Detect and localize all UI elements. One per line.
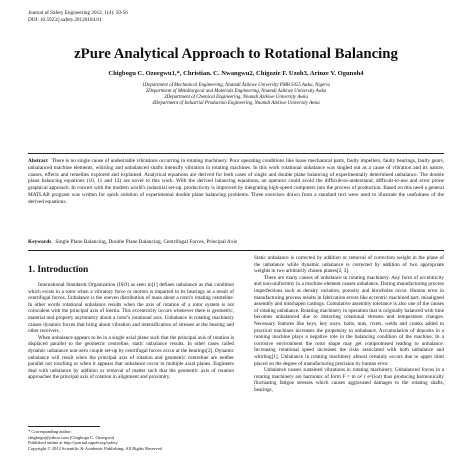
paragraph: There are many causes of unbalance in rotating machinery. Any form of eccentricity and non-uniformity in a machine element causes unbalance. During manufacturing process imperfections such as density variation, porosity and blowholes occur. Human error in manufacturing process results in fabrication errors like eccentric machined part, misaligned assembly and misshapen castings. Cumulative assembly tolerance is also one of the causes of rotating unbalance. Rotating machinery in operation that is originally balanced with time becomes unbalanced due to distorting rotational stresses and temperature changes. Necessary features like keys, key ways, bolts, nuts, rivets, welds and cranks added to practical machines increases the propensity to unbalance. Accumulation of deposits in a running machine plays a negative role in the balancing condition of the machine. In a corrosive environment the rotor shape may get compromised leading to unbalance. Increasing rotational speed increases the risks associated with both unbalance and whirling[1]. Unbalance in rotating machinery almost certainly occurs due to upper limit placed on the degree of manufacturing precision by human error. [254, 274, 445, 367]
paragraph: When unbalance appears to be in a single axial plane such that the principal axis of rotation is displaced parallel to the geometric centreline, static unbalance results. In other cases called dynamic unbalance non-zero couple set-up by centrifugal forces occur at the bearings[2]. Dynamic unbalance will result when the principal axis of rotation and geometric centreline are neither parallel nor touching or when it appears that unbalance occur in multiple axial planes. Engineers deal with unbalance by addition or removal of matter such that the geometric axis of rotation approaches the principal axis of rotation in alignment and proximity. [28, 334, 234, 381]
journal-citation: Journal of Safety Engineering 2012, 1(4): 50-56 [28, 10, 128, 16]
section-heading-introduction: 1. Introduction [28, 265, 89, 275]
right-column [254, 255, 444, 393]
affiliation-4: 4Department of Industrial Production Engineering, Nnamdi Azikiwe University Awka [152, 100, 320, 106]
footnote-published: Published online at http://journal.sapub.org/safety [28, 440, 118, 446]
affiliations [0, 83, 472, 107]
footnote-rule [28, 426, 100, 427]
footnote-copyright: Copyright © 2012 Scientific & Academic Publishing. All Rights Reserved [28, 445, 162, 451]
abstract-bottom-rule [28, 250, 444, 251]
abstract [28, 158, 444, 206]
journal-doi: DOI: 10.5923/j.safety.20120104.01 [28, 16, 102, 23]
abstract-heading: Abstract [28, 158, 48, 164]
left-column [28, 282, 234, 381]
keywords-text: Single Plane Balancing, Double Plane Balancing, Centrifugal Forces, Principal Axis [55, 239, 238, 245]
abstract-text: There is no single cause of undesirable vibrations occurring in rotating machinery. Poor operating conditions like loose mechanical parts, faulty impellers, faulty bearings, faulty gears, unbalanced machine elements, whirling and unbalanced shafts intensify vibration in rotating machines. In this work rotational unbalance was singled out as a cause of vibration and its nature, causes, effects and remedies explored and explained. Analytical equations are derived for both cases of single and double plane balancing of experimentally determined unbalance. The double plane balancing equations (10, 11 and 12) are novel to this work. With the derived balancing equations, an operator could avoid the difficult-to-understand, difficult-to-use and error prone graphical approach. In concert with the modern world's industrial set-up, productivity is improved by integrating high-speed computers into the process of production. Based on this need a general MATLAB program was written for quick solution of experimental double plane balancing problems. Three exercises drawn from a standard text were used to illustrate the usefulness of the derived equations. [28, 158, 444, 205]
keywords [28, 239, 444, 245]
affiliation-2: 2Department of Metallurgical and Materials Engineering, Nnamdi Azikiwe University Awka [145, 88, 327, 94]
author-list: Chigbogu C. Ozoegwu1,*, Christian. C. Nwangwu2, Chigozie F. Uzoh3, Arinze V. Ogunoh4 [108, 70, 364, 77]
keywords-heading: Keywords [28, 239, 52, 245]
footnotes [28, 429, 238, 451]
paragraph: International Standards Organization (ISO) as seen in[1] defines unbalance as that condition which exists in a rotor when a vibratory force or motion is imparted to its bearings as a result of centrifugal forces. Unbalance is the uneven distribution of mass about a rotor's rotating centreline. In other words rotational unbalance results when the axis of rotation of a rotor system is not coincident with the principal axis of inertia. This eccentricity occurs whenever there is geometric, material and property asymmetry about a rotor's rotational axis. Unbalance in rotating machinery causes dynamic forces that bring about vibration and intensification of stresses at the bearing and other receivers. [28, 282, 234, 335]
paper-title: zPure Analytical Approach to Rotational Balancing [74, 46, 398, 62]
paragraph: Static unbalance is corrected by addition or removal of correction weight in the plane of the unbalance while dynamic unbalance is corrected by addition of two appropriate weights in two arbitrarily chosen planes[2, 3]. [254, 255, 444, 275]
abstract-top-rule [28, 153, 444, 154]
affiliation-3: 3Department of Chemical Engineering, Nnamdi Azikiwe University Awka [164, 94, 308, 100]
footnote-email: chigbogu@yahoo.com (Chigbogu C. Ozoegwu) [28, 434, 115, 440]
footnote-corresponding: * Corresponding author: [28, 429, 72, 434]
journal-header [28, 10, 268, 23]
paragraph: Unbalance causes sustained vibrations in rotating machinery. Unbalanced forces in a rotating machinery are harmonic of form F = m ω² r e^(iωt) thus producing harmonically fluctuating fatigue stresses which causes aggravated damages to the rotating shafts, bearings, [254, 367, 444, 393]
affiliation-1: 1Department of Mechanical Engineering, Nnamdi Azikiwe University PMB 5025 Awka, Nigeria [142, 83, 330, 88]
